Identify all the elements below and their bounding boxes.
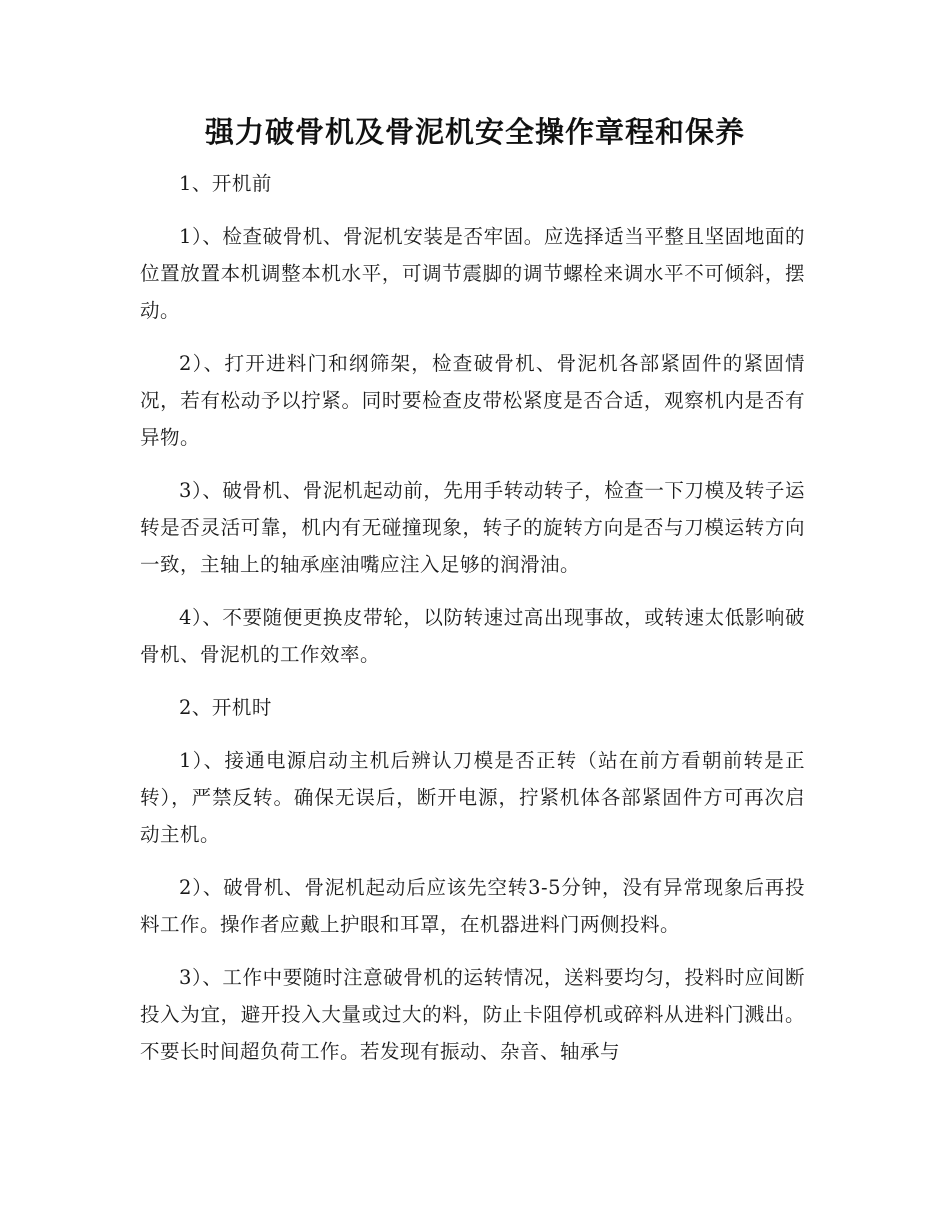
paragraph-1-2: 2）、打开进料门和纲筛架，检查破骨机、骨泥机各部紧固件的紧固情况，若有松动予以拧紧。同时要检查皮带松紧度是否合适，观察机内是否有异物。 bbox=[140, 352, 805, 449]
paragraph-1-4: 4）、不要随便更换皮带轮，以防转速过高出现事故，或转速太低影响破骨机、骨泥机的工作效率。 bbox=[140, 606, 805, 666]
section-heading-2: 2、开机时 bbox=[179, 696, 272, 719]
paragraph-2-3: 3）、工作中要随时注意破骨机的运转情况，送料要均匀，投料时应间断投入为宜，避开投入大量或过大的料，防止卡阻停机或碎料从进料门溅出。不要长时间超负荷工作。若发现有振动、杂音、轴承与 bbox=[140, 966, 805, 1063]
paragraph-2-1: 1）、接通电源启动主机后辨认刀模是否正转（站在前方看朝前转是正转），严禁反转。确保无误后，断开电源，拧紧机体各部紧固件方可再次启动主机。 bbox=[140, 749, 805, 846]
paragraph-2-2: 2）、破骨机、骨泥机起动后应该先空转3-5分钟，没有异常现象后再投料工作。操作者应戴上护眼和耳罩，在机器进料门两侧投料。 bbox=[140, 876, 805, 936]
document-title: 强力破骨机及骨泥机安全操作章程和保养 bbox=[204, 115, 745, 149]
document-body bbox=[140, 165, 805, 1086]
paragraph-1-3: 3）、破骨机、骨泥机起动前，先用手转动转子，检查一下刀模及转子运转是否灵活可靠，机内有无碰撞现象，转子的旋转方向是否与刀模运转方向一致，主轴上的轴承座油嘴应注入足够的润滑油。 bbox=[140, 479, 805, 576]
section-heading-1: 1、开机前 bbox=[179, 172, 272, 195]
paragraph-1-1: 1）、检查破骨机、骨泥机安装是否牢固。应选择适当平整且坚固地面的位置放置本机调整本机水平，可调节震脚的调节螺栓来调水平不可倾斜，摆动。 bbox=[140, 225, 805, 322]
